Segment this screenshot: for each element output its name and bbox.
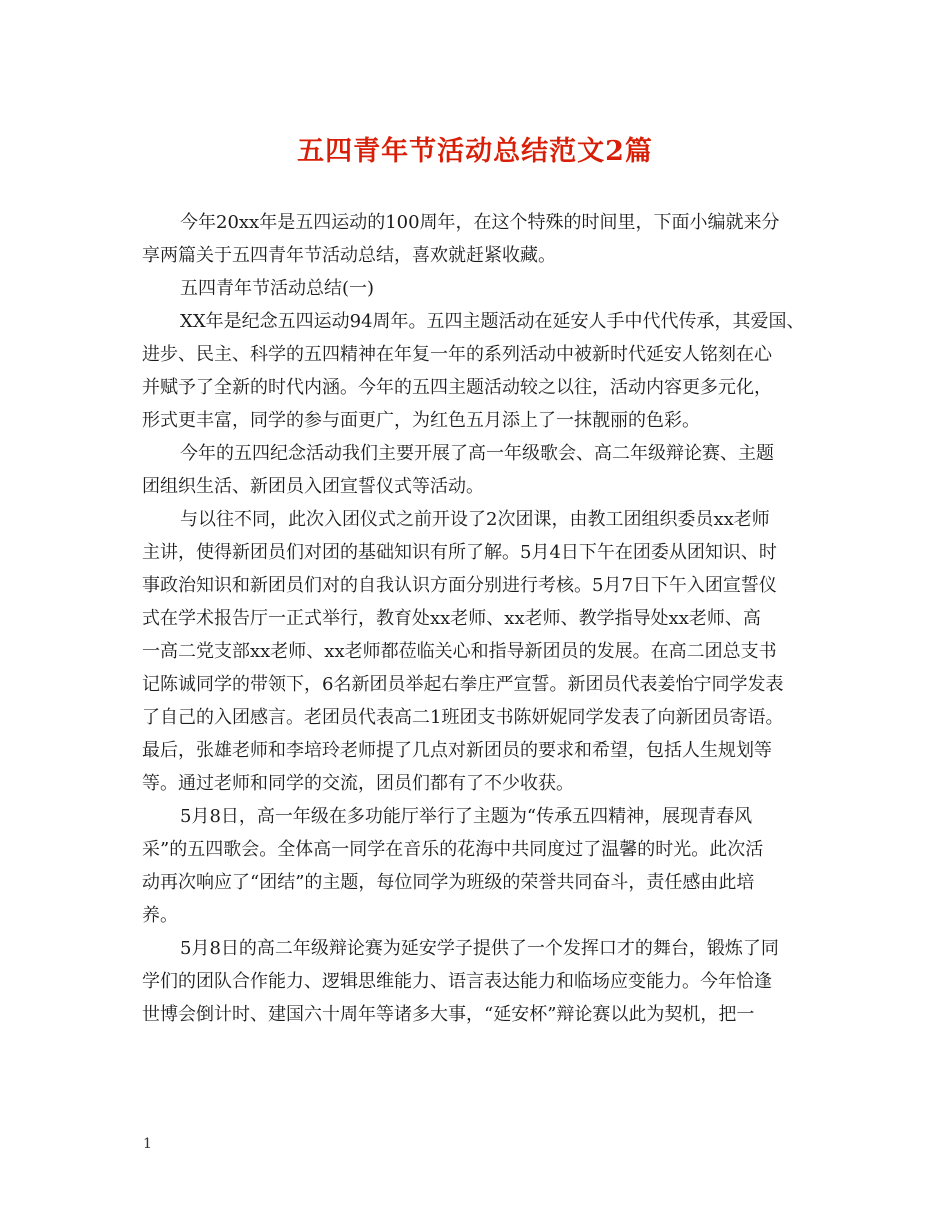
body-line: 团组织生活、新团员入团宣誓仪式等活动。 [142, 476, 484, 497]
body-line: 采”的五四歌会。全体高一同学在音乐的花海中共同度过了温馨的时光。此次活 [142, 839, 764, 860]
body-line: XX年是纪念五四运动94周年。五四主题活动在延安人手中代代传承，其爱国、 [180, 311, 805, 332]
body-line: 享两篇关于五四青年节活动总结，喜欢就赶紧收藏。 [142, 245, 556, 266]
body-line: 世博会倒计时、建国六十周年等诸多大事，“延安杯”辩论赛以此为契机，把一 [142, 1004, 755, 1025]
page-number: 1 [143, 1136, 152, 1152]
body-line: 最后，张雄老师和李培玲老师提了几点对新团员的要求和希望，包括人生规划等 [142, 740, 772, 761]
body-line: 一高二党支部xx老师、xx老师都莅临关心和指导新团员的发展。在高二团总支书 [142, 641, 777, 662]
body-line: 与以往不同，此次入团仪式之前开设了2次团课，由教工团组织委员xx老师 [180, 509, 770, 530]
body-line: 进步、民主、科学的五四精神在年复一年的系列活动中被新时代延安人铭刻在心 [142, 344, 772, 365]
section-heading: 五四青年节活动总结(一) [180, 278, 375, 299]
body-line: 等。通过老师和同学的交流，团员们都有了不少收获。 [142, 773, 574, 794]
body-line: 今年的五四纪念活动我们主要开展了高一年级歌会、高二年级辩论赛、主题 [180, 443, 774, 464]
body-line: 并赋予了全新的时代内涵。今年的五四主题活动较之以往，活动内容更多元化， [142, 377, 772, 398]
body-line: 事政治知识和新团员们对的自我认识方面分别进行考核。5月7日下午入团宣誓仪 [142, 575, 777, 596]
body-line: 5月8日的高二年级辩论赛为延安学子提供了一个发挥口才的舞台，锻炼了同 [180, 938, 779, 959]
body-line: 形式更丰富，同学的参与面更广，为红色五月添上了一抹靓丽的色彩。 [142, 410, 700, 431]
body-line: 养。 [142, 905, 178, 926]
body-line: 了自己的入团感言。老团员代表高二1班团支书陈妍妮同学发表了向新团员寄语。 [142, 707, 784, 728]
body-line: 学们的团队合作能力、逻辑思维能力、语言表达能力和临场应变能力。今年恰逢 [142, 971, 772, 992]
body-line: 式在学术报告厅一正式举行，教育处xx老师、xx老师、教学指导处xx老师、高 [142, 608, 761, 629]
body-line: 记陈诚同学的带领下，6名新团员举起右拳庄严宣誓。新团员代表姜怡宁同学发表 [142, 674, 784, 695]
body-line: 主讲，使得新团员们对团的基础知识有所了解。5月4日下午在团委从团知识、时 [142, 542, 777, 563]
body-line: 动再次响应了“团结”的主题，每位同学为班级的荣誉共同奋斗，责任感由此培 [142, 872, 755, 893]
body-line: 今年20xx年是五四运动的100周年，在这个特殊的时间里，下面小编就来分 [180, 212, 780, 233]
body-line: 5月8日，高一年级在多功能厅举行了主题为“传承五四精神，展现青春风 [180, 806, 753, 827]
document-body [142, 206, 812, 1031]
document-title: 五四青年节活动总结范文2篇 [297, 136, 653, 167]
